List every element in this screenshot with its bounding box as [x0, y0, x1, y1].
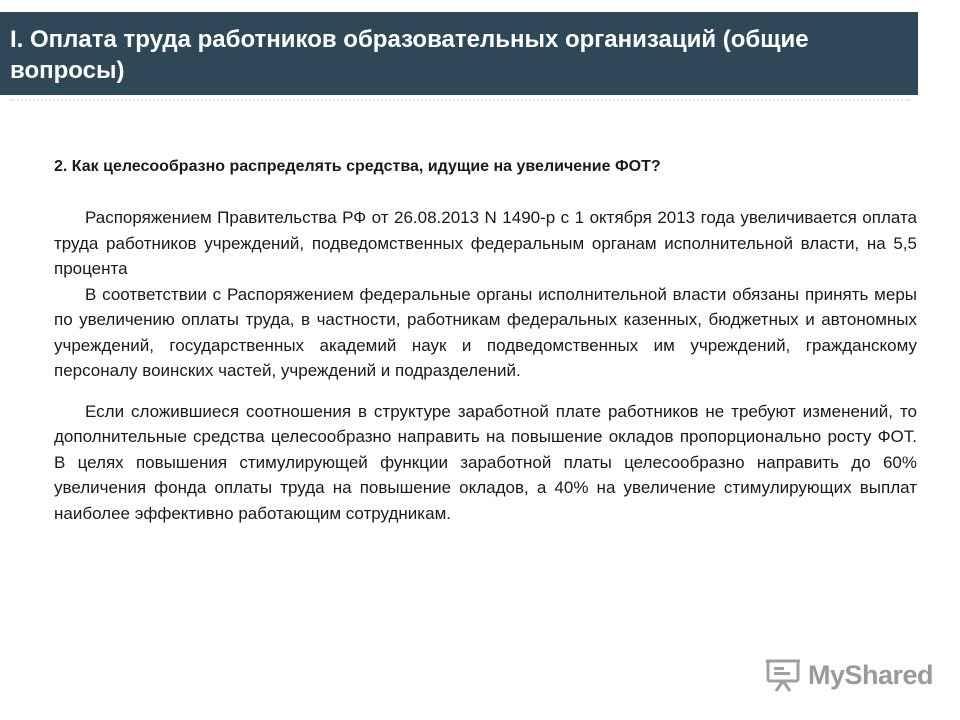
paragraph-2: В соответствии с Распоряжением федеральные органы исполнительной власти обязаны принять меры по увеличению оплаты труда, в частности, работникам федеральных казенных, бюджетных и автономных учреждений, государственных академий наук и подведомственных им учреждений, гражданскому персоналу воинских частей, учреждений и подразделений. [54, 284, 917, 380]
paragraph-3: Если сложившиеся соотношения в структуре заработной плате работников не требуют изменений, то дополнительные средства целесообразно направить на повышение окладов пропорционально росту ФОТ. В целях повышения стимулирующей функции заработной платы целесообразно направить до 60% увеличения фонда оплаты труда на повышение окладов, а 40% на увеличение стимулирующих выплат наиболее эффективно работающим сотрудникам. [54, 401, 917, 523]
question-heading: 2. Как целесообразно распределять средства, идущие на увеличение ФОТ? [54, 158, 661, 175]
header-divider [10, 99, 910, 101]
watermark-text: MyShared [808, 659, 934, 690]
paragraph-1: Распоряжением Правительства РФ от 26.08.2013 N 1490-р с 1 октября 2013 года увеличивается оплата труда работников учреждений, подведомственных федеральным органам исполнительной власти, на 5,5 процента [54, 208, 917, 278]
presentation-board-icon [766, 658, 802, 692]
slide-body [54, 156, 917, 526]
myshared-watermark [766, 655, 933, 695]
slide-header [0, 12, 918, 95]
slide-title: I. Оплата труда работников образовательных организаций (общие вопросы) [10, 26, 809, 84]
